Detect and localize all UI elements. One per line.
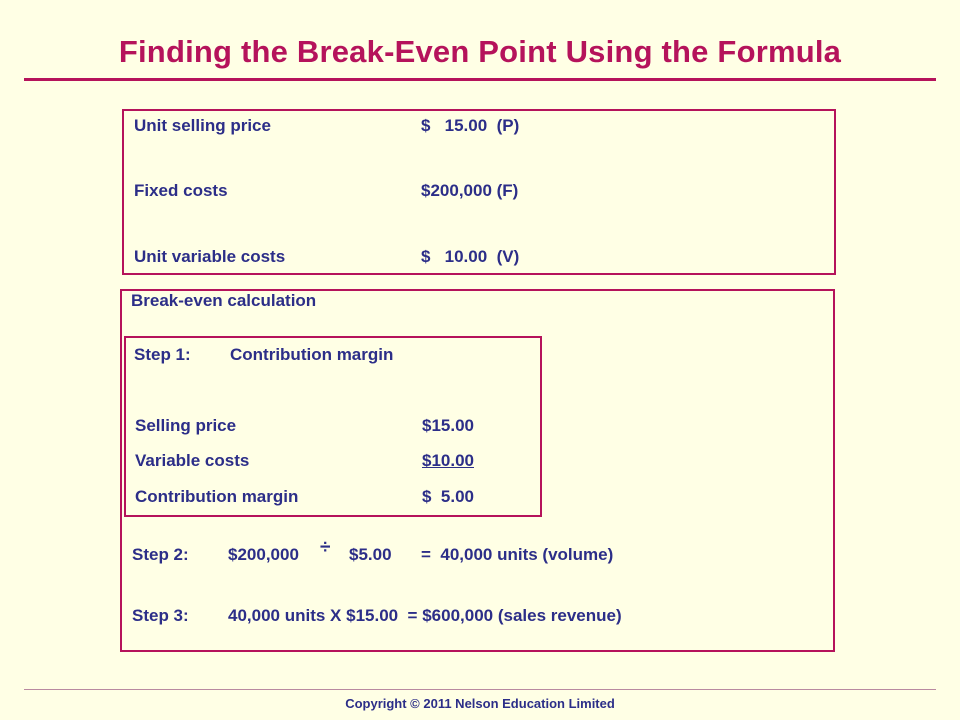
step2-divisor: $5.00	[349, 545, 392, 564]
variable-costs-value: $10.00	[422, 451, 474, 470]
copyright-footer: Copyright © 2011 Nelson Education Limited	[345, 696, 615, 711]
step2-result: = 40,000 units (volume)	[421, 545, 614, 564]
selling-price-value: $15.00	[422, 416, 474, 435]
step3-text: 40,000 units X $15.00 = $600,000 (sales revenue)	[228, 606, 622, 625]
step2-label: Step 2:	[132, 545, 189, 564]
page-title: Finding the Break-Even Point Using the Formula	[118, 34, 842, 69]
step2-fixed: $200,000	[228, 545, 299, 564]
unit-price-value: $ 15.00 (P)	[421, 116, 520, 135]
unit-price-label: Unit selling price	[134, 116, 271, 135]
footer-divider	[24, 689, 936, 690]
variable-costs-label: Variable costs	[135, 451, 250, 470]
contribution-margin-label: Contribution margin	[135, 487, 299, 506]
step1-label: Step 1:	[134, 345, 191, 364]
selling-price-label: Selling price	[135, 416, 237, 435]
unit-variable-label: Unit variable costs	[134, 247, 286, 266]
contribution-margin-value: $ 5.00	[422, 487, 474, 506]
step1-title: Contribution margin	[230, 345, 394, 364]
division-sign: ÷	[320, 537, 331, 558]
fixed-costs-label: Fixed costs	[134, 181, 228, 200]
calculation-heading: Break-even calculation	[131, 291, 317, 310]
unit-variable-value: $ 10.00 (V)	[421, 247, 520, 266]
fixed-costs-value: $200,000 (F)	[421, 181, 519, 200]
title-divider	[24, 78, 936, 81]
step3-label: Step 3:	[132, 606, 189, 625]
